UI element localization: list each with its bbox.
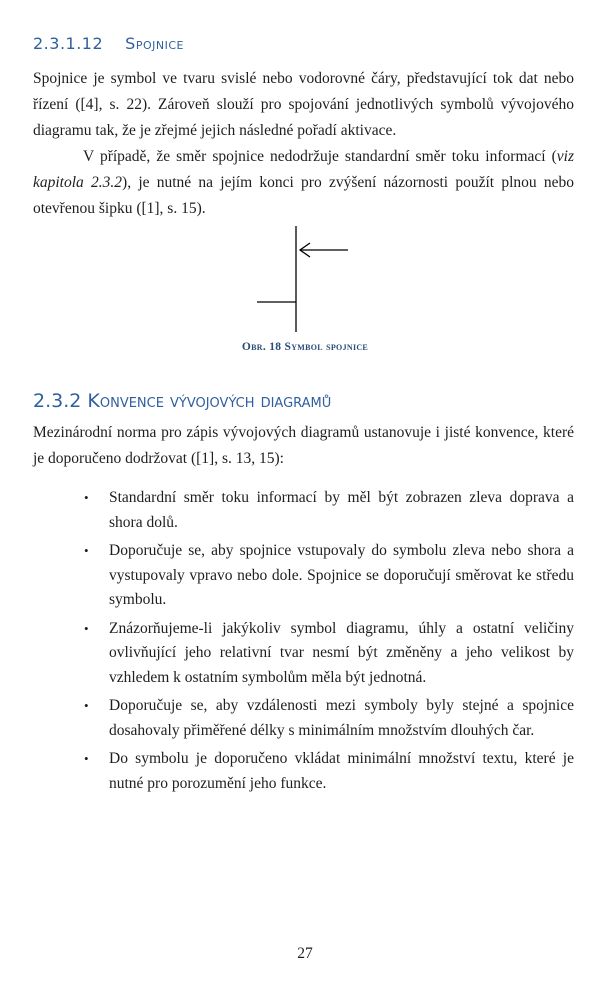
bullet-icon: • xyxy=(84,543,89,558)
paragraph-text-part2: ), je nutné na jejím konci pro zvýšení názornosti použít plnou nebo otevřenou šipku ([1], s. 15). xyxy=(33,174,574,217)
connector-symbol-figure xyxy=(240,222,370,334)
bullet-icon: • xyxy=(84,751,89,766)
section-title: Spojnice xyxy=(125,34,184,53)
page-number: 27 xyxy=(297,945,313,962)
list-item-text: Doporučuje se, aby spojnice vstupovaly do symbolu zleva nebo shora a vystupovaly vpravo nebo dole. Spojnice se doporučují směrovat ke středu symbolu. xyxy=(109,542,574,608)
figure-caption-text: Symbol spojnice xyxy=(284,341,369,353)
section-heading-2-3-2 xyxy=(33,390,331,412)
list-item xyxy=(33,539,574,613)
paragraph-arrow-rule xyxy=(33,144,574,222)
paragraph-text-part1: V případě, že směr spojnice nedodržuje standardní směr toku informací ( xyxy=(83,148,557,165)
conventions-list xyxy=(33,486,574,796)
section-title: Konvence vývojových diagramů xyxy=(87,390,332,412)
list-item xyxy=(33,694,574,743)
list-item xyxy=(33,617,574,691)
section-heading-2-3-1-12 xyxy=(33,34,184,53)
section-number: 2.3.2 xyxy=(33,390,82,412)
section-number: 2.3.1.12 xyxy=(33,34,104,53)
figure-caption-label: Obr. 18 xyxy=(241,341,282,353)
list-item-text: Znázorňujeme-li jakýkoliv symbol diagramu, úhly a ostatní veličiny ovlivňující jeho relativní tvar nesmí být změněny a jeho velikost by vzhledem k ostatním symbolům měla být jednotná. xyxy=(109,619,574,686)
list-item-text: Standardní směr toku informací by měl být zobrazen zleva doprava a shora dolů. xyxy=(109,489,574,531)
list-item xyxy=(33,486,574,535)
chapter-reference: viz kapitola 2.3.2 xyxy=(33,148,574,191)
list-item xyxy=(33,747,574,796)
bullet-icon: • xyxy=(84,698,89,713)
list-item-text: Do symbolu je doporučeno vkládat minimální množství textu, které je nutné pro porozumění jeho funkce. xyxy=(109,750,574,792)
list-item-text: Doporučuje se, aby vzdálenosti mezi symboly byly stejné a spojnice dosahovaly přiměřené délky s minimálním množstvím dlouhých čar. xyxy=(109,697,574,739)
paragraph-spojnice-definition: Spojnice je symbol ve tvaru svislé nebo vodorovné čáry, představující tok dat nebo řízení ([4], s. 22). Zároveň slouží pro spojování jednotlivých symbolů vývojového diagramu tak, že je zřejmé jejich následné pořadí aktivace. xyxy=(33,70,574,139)
paragraph-conventions-intro: Mezinárodní norma pro zápis vývojových diagramů ustanovuje i jisté konvence, které je doporučeno dodržovat ([1], s. 13, 15): xyxy=(33,424,574,467)
figure-caption xyxy=(0,341,610,353)
bullet-icon: • xyxy=(84,490,89,505)
bullet-icon: • xyxy=(84,620,89,636)
